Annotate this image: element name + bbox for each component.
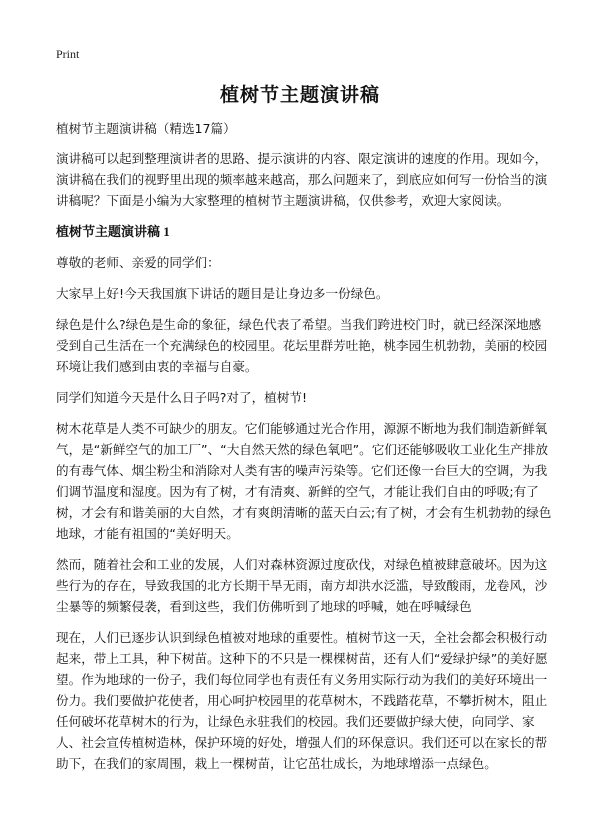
- section-heading: 植树节主题演讲稿 1: [56, 224, 170, 239]
- intro-paragraph: 演讲稿可以起到整理演讲者的思路、提示演讲的内容、限定演讲的速度的作用。现如今，演讲稿在我们的视野里出现的频率越来越高，那么问题来了，到底应如何写一份恰当的演讲稿呢？下面是小编为大家整理的植树节主题演讲稿，仅供参考，欢迎大家阅读。: [56, 151, 548, 208]
- body-paragraph: 然而，随着社会和工业的发展，人们对森林资源过度砍伐，对绿色植被肆意破坏。因为这些行为的存在，导致我国的北方长期干旱无雨，南方却洪水泛滥，导致酸雨，龙卷风，沙尘暴等的频繁侵袭，看到这些，我们仿佛听到了地球的呼喊，她在呼喊绿色: [56, 557, 548, 614]
- body-paragraph: 绿色是什么?绿色是生命的象征，绿色代表了希望。当我们跨进校门时，就已经深深地感受到自己生活在一个充满绿色的校园里。花坛里群芳吐艳，桃李园生机勃勃，美丽的校园环境让我们感到由衷的幸福与自豪。: [56, 317, 548, 374]
- greeting-paragraph: 尊敬的老师、亲爱的同学们：: [56, 255, 220, 270]
- article-subtitle: 植树节主题演讲稿（精选17篇）: [56, 121, 236, 136]
- body-paragraph: 大家早上好!今天我国旗下讲话的题目是让身边多一份绿色。: [56, 286, 389, 301]
- body-paragraph: 现在，人们已逐步认识到绿色植被对地球的重要性。植树节这一天，全社会都会积极行动起来，带上工具，种下树苗。这种下的不只是一棵棵树苗，还有人们“爱绿护绿”的美好愿望。作为地球的一份子，我们每位同学也有责任有义务用实际行动为我们的美好环境出一份力。我们要做护花使者，用心呵护校园里的花草树木，不践踏花草，不攀折树木，阻止任何破坏花草树木的行为，让绿色永驻我们的校园。我们还要做护绿大使，向同学、家人、社会宣传植树造林，保护环境的好处，增强人们的环保意识。我们还可以在家长的帮助下，在我们的家周围，栽上一棵树苗，让它茁壮成长，为地球增添一点绿色。: [56, 630, 548, 771]
- body-paragraph: 同学们知道今天是什么日子吗?对了，植树节!: [56, 390, 308, 405]
- article-body: [56, 118, 552, 784]
- page-title: 植树节主题演讲稿: [219, 84, 380, 106]
- body-paragraph: 树木花草是人类不可缺少的朋友。它们能够通过光合作用，源源不断地为我们制造新鲜氧气，是“新鲜空气的加工厂”、“大自然天然的绿色氧吧”。它们还能够吸收工业化生产排放的有毒气体、烟尘粉尘和消除对人类有害的噪声污染等。它们还像一台巨大的空调，为我们调节温度和湿度。因为有了树，才有清爽、新鲜的空气，才能让我们自由的呼吸;有了树，才会有和谐美丽的大自然，才有爽朗清晰的蓝天白云;有了树，才会有生机勃勃的绿色地球，才能有祖国的“美好明天。: [56, 421, 552, 541]
- print-link[interactable]: Print: [56, 47, 80, 61]
